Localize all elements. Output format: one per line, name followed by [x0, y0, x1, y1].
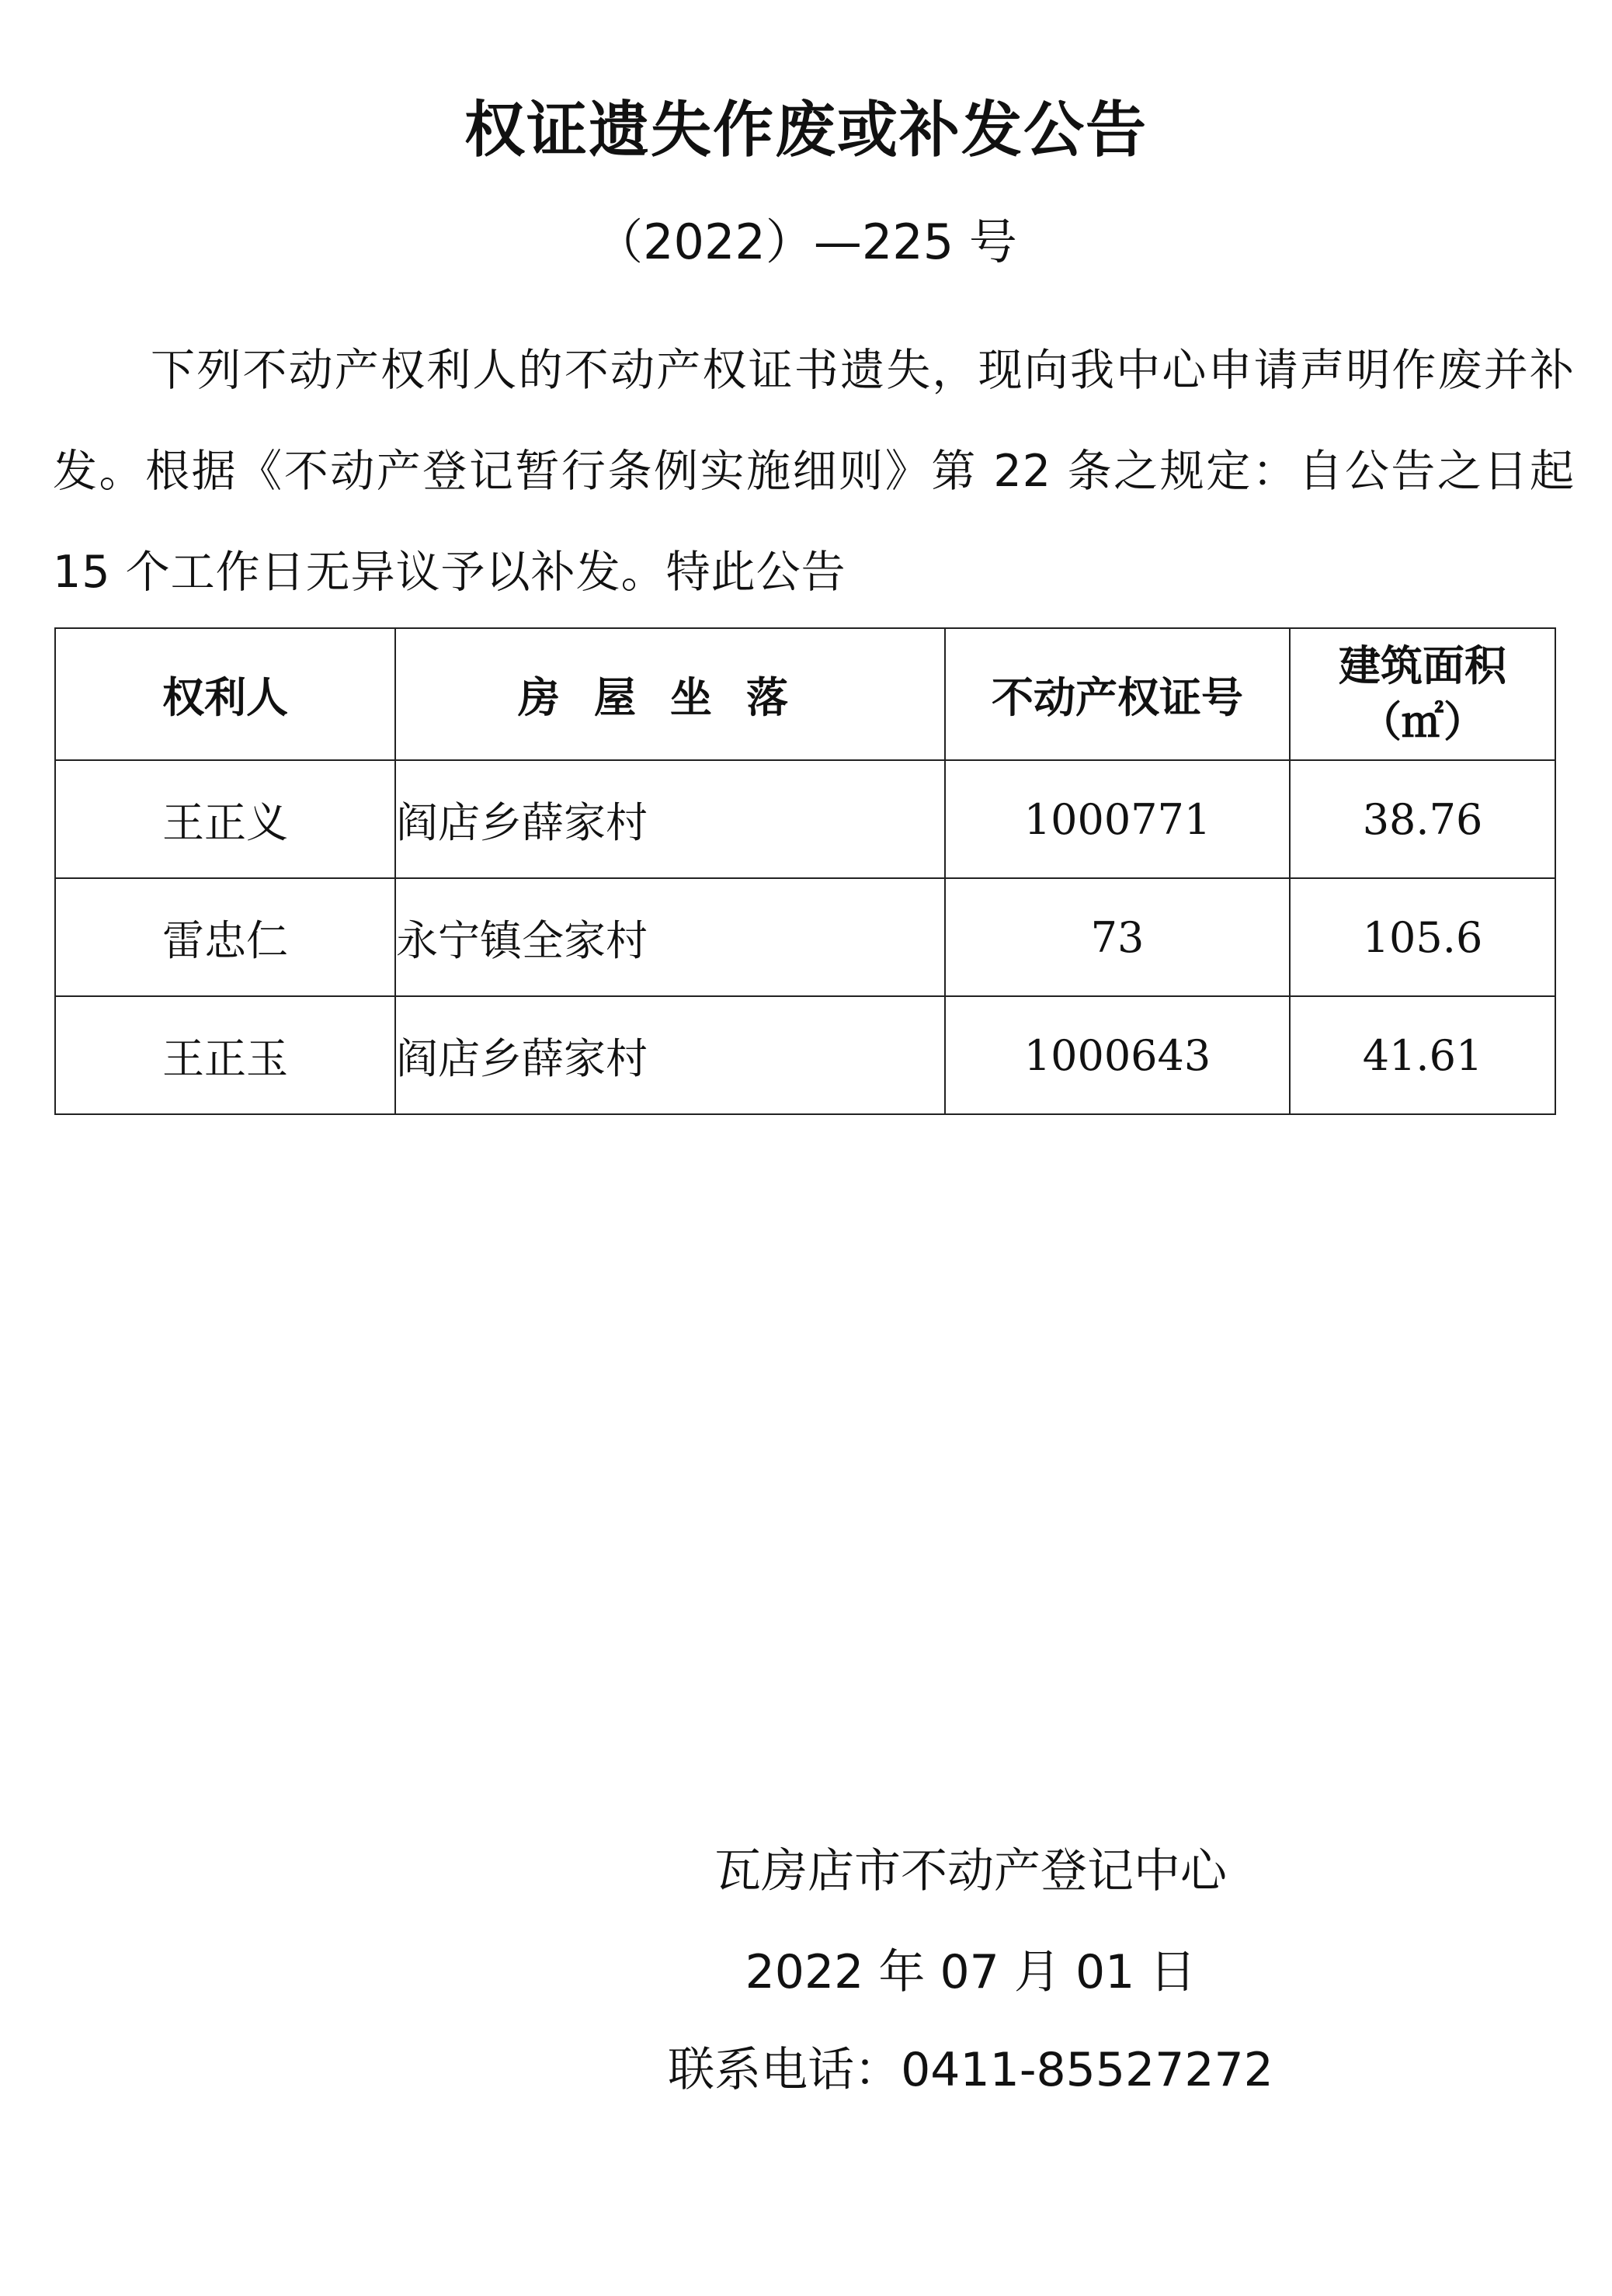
cell-owner: 王正义 — [55, 760, 395, 878]
header-area-unit: （㎡） — [1360, 697, 1485, 746]
cell-area: 105.6 — [1290, 878, 1555, 996]
certificate-table — [54, 627, 1556, 1115]
cell-cert-no: 73 — [945, 878, 1290, 996]
cell-owner: 雷忠仁 — [55, 878, 395, 996]
cell-cert-no: 1000643 — [945, 996, 1290, 1114]
issue-date: 2022 年 07 月 01 日 — [745, 1945, 1197, 1999]
issuer-name: 瓦房店市不动产登记中心 — [714, 1844, 1227, 1898]
header-area-label: 建筑面积 — [1339, 641, 1506, 690]
header-owner: 权利人 — [55, 628, 395, 760]
cell-area: 41.61 — [1290, 996, 1555, 1114]
notice-number: （2022）—225 号 — [595, 214, 1017, 270]
table-header-row — [55, 628, 1555, 760]
table-row — [55, 996, 1555, 1114]
table-row — [55, 760, 1555, 878]
header-location: 房屋坐落 — [395, 628, 945, 760]
header-area — [1290, 628, 1555, 760]
cell-owner: 王正玉 — [55, 996, 395, 1114]
table-row — [55, 878, 1555, 996]
cell-location: 阎店乡薛家村 — [395, 760, 945, 878]
cell-area: 38.76 — [1290, 760, 1555, 878]
contact-phone: 联系电话：0411-85527272 — [668, 2043, 1273, 2097]
cell-location: 永宁镇全家村 — [395, 878, 945, 996]
cell-cert-no: 1000771 — [945, 760, 1290, 878]
cell-location: 阎店乡薛家村 — [395, 996, 945, 1114]
notice-title: 权证遗失作废或补发公告 — [464, 96, 1148, 165]
header-cert-no: 不动产权证号 — [945, 628, 1290, 760]
notice-body: 下列不动产权利人的不动产权证书遗失，现向我中心申请声明作废并补发。根据《不动产登记暂行条例实施细则》第 22 条之规定：自公告之日起 15 个工作日无异议予以补发。特此公告 — [53, 345, 1575, 598]
